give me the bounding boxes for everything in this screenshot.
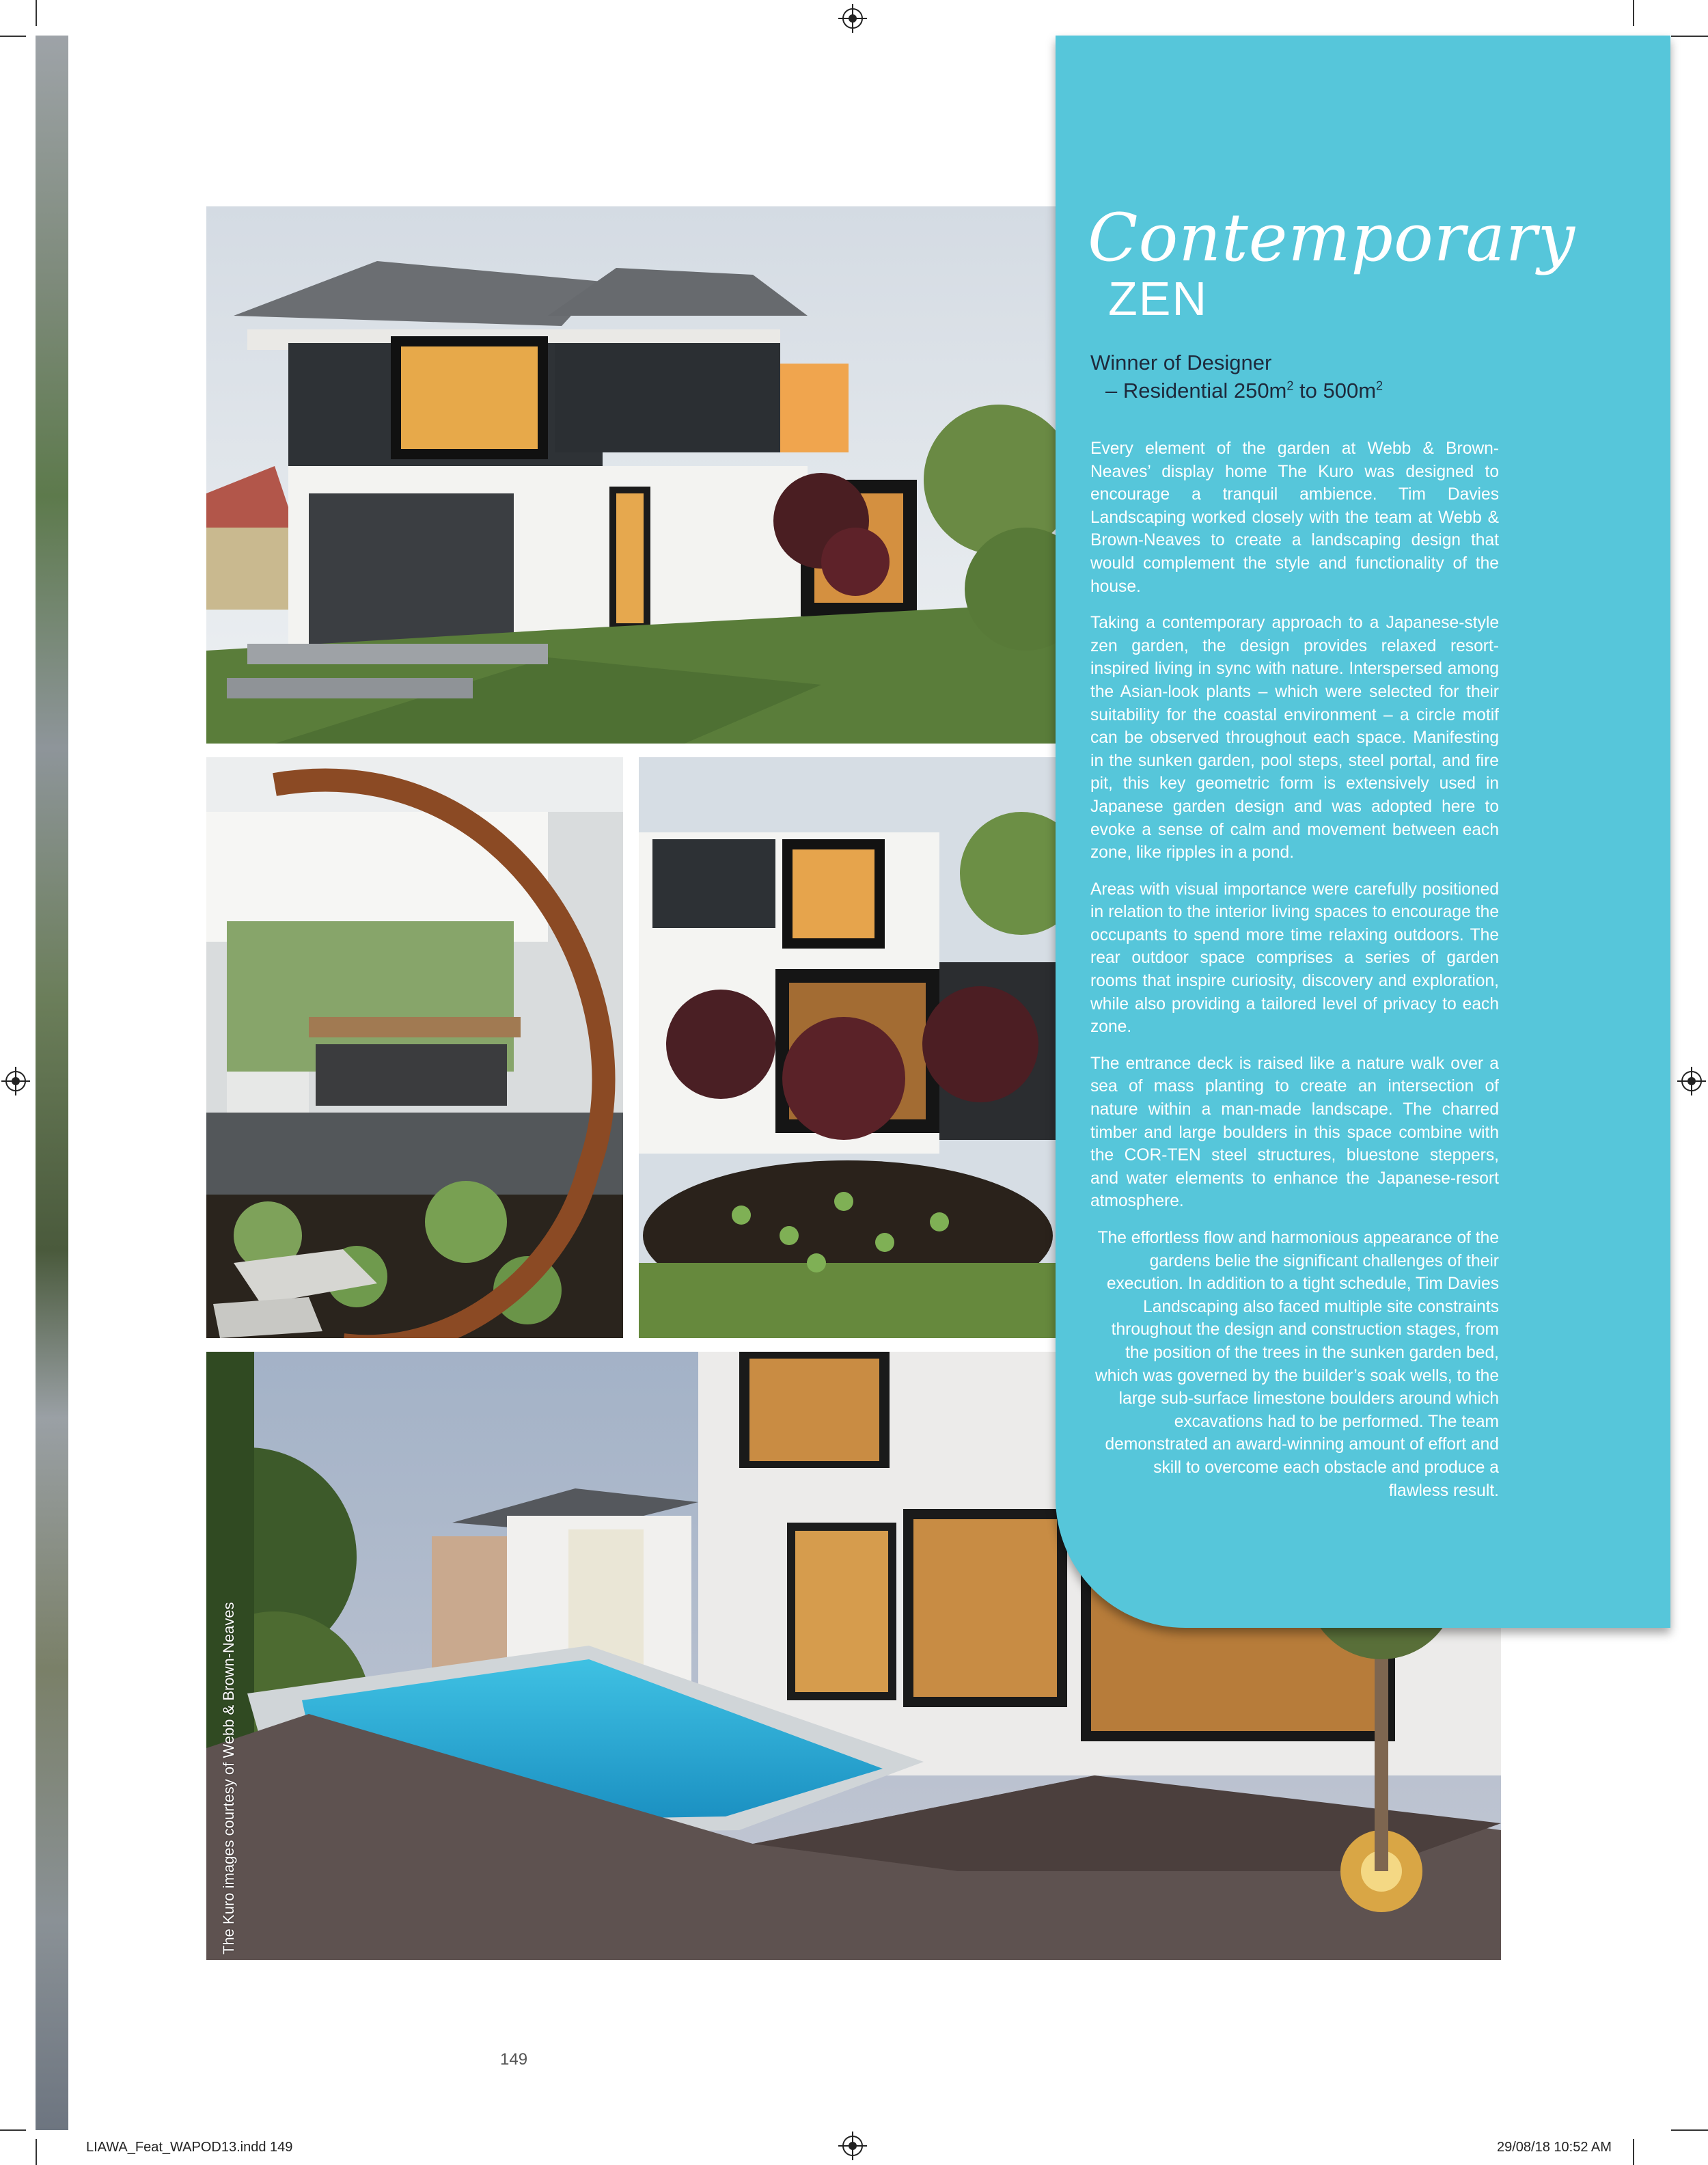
photo-house-front [206,206,1057,744]
registration-mark-top [842,8,863,29]
photo-steel-portal [206,757,623,1338]
award-line2-prefix: – Residential 250m [1105,379,1287,403]
registration-mark-right [1681,1071,1702,1091]
paragraph-3: Areas with visual importance were carefully positioned in relation to the interior living spaces to encourage the occupants to spend more time relaxing outdoors. The rear outdoor space comprises a series of garden rooms that inspire curiosity, discovery and exploration, while also providing a tailored level of privacy to each zone. [1090,880,1499,1037]
award-sup-1: 2 [1286,379,1294,393]
award-sup-2: 2 [1376,379,1383,393]
award-heading-line2 [1105,378,1383,403]
photo-sunken-garden [639,757,1057,1338]
paragraph-1: Every element of the garden at Webb & Brown-Neaves’ display home The Kuro was designed to encourage a tranquil ambience. Tim Davies Landscaping worked closely with the team at Webb & Brown-Neaves to create a landscaping design that would complement the style and functionality of the house. [1090,439,1499,596]
crop-mark-top-right-h [1671,36,1708,37]
crop-mark-top-left [36,0,37,26]
crop-mark-bottom-right-h [1671,2129,1708,2131]
page-number: 149 [500,2050,528,2069]
crop-mark-top-right [1633,0,1634,26]
crop-mark-bottom-left-h [0,2129,26,2131]
registration-mark-bottom [842,2136,863,2156]
photo-credit: The Kuro images courtesy of Webb & Brown-Neaves [220,1602,237,1955]
slug-filename: LIAWA_Feat_WAPOD13.indd 149 [86,2140,293,2155]
slug-timestamp: 29/08/18 10:52 AM [1497,2140,1612,2155]
title-script: Contemporary [1088,200,1575,276]
crop-mark-bottom-right [1633,2139,1634,2165]
facing-page-bleed [36,36,68,2130]
crop-mark-bottom-left [36,2139,37,2165]
title-main: ZEN [1108,272,1208,325]
award-line2-mid: to 500m [1293,379,1377,403]
paragraph-4: The entrance deck is raised like a nature walk over a sea of mass planting to create an intersection of nature within a man-made landscape. The charred timber and large boulders in this space combine with the COR-TEN steel structures, bluestone steppers, and water elements to enhance the Japanese-resort atmosphere. [1090,1054,1499,1211]
paragraph-2: Taking a contemporary approach to a Japanese-style zen garden, the design provides relaxed resort-inspired living in sync with nature. Interspersed among the Asian-look plants – which were selected for their suitability for the coastal environment – a circle motif can be observed throughout each space. Manifesting in the sunken garden, pool steps, steel portal, and fire pit, this key geometric form is extensively used in Japanese garden design and was adopted here to evoke a sense of calm and movement between each zone, like ripples in a pond. [1090,614,1499,862]
article-body [1090,437,1499,1516]
paragraph-5: The effortless flow and harmonious appearance of the gardens belie the significant challenges of their execution. In addition to a tight schedule, Tim Davies Landscaping also faced multiple site constraints throughout the design and construction stages, from the position of the trees in the sunken garden bed, which was governed by the builder’s soak wells, to the large sub-surface limestone boulders around which excavations had to be performed. The team demonstrated an award-winning amount of effort and skill to overcome each obstacle and produce a flawless result. [1094,1229,1499,1500]
registration-mark-left [5,1071,26,1091]
award-heading-line1: Winner of Designer [1090,351,1272,375]
crop-mark-top-left-h [0,36,26,37]
